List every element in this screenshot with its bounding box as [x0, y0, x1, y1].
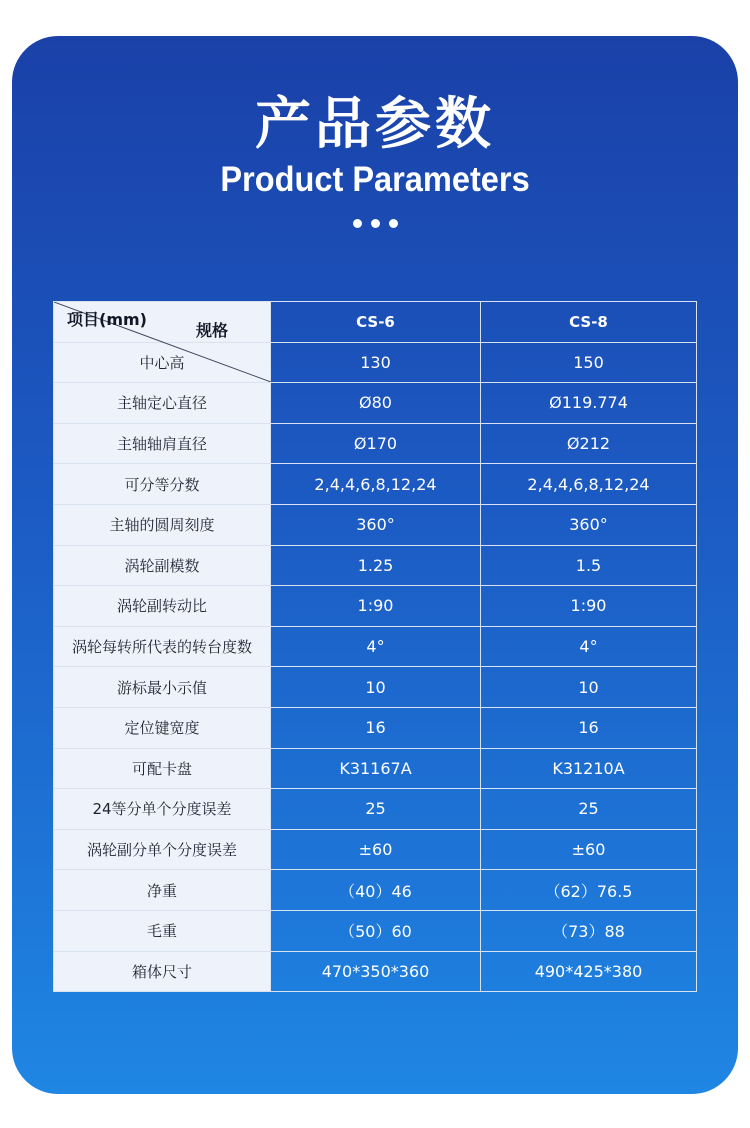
- value-cs8: 25: [481, 789, 697, 830]
- item-header-label: 项目(mm): [67, 309, 147, 329]
- value-cs6: 470*350*360: [271, 951, 481, 992]
- value-cs6: 4°: [271, 626, 481, 667]
- value-cs6: （40）46: [271, 870, 481, 911]
- table-row: [54, 383, 697, 424]
- table-header-row: [54, 302, 697, 343]
- value-cs8: Ø212: [481, 423, 697, 464]
- row-label: 主轴的圆周刻度: [54, 504, 271, 545]
- value-cs8: 490*425*380: [481, 951, 697, 992]
- page-title-en: Product Parameters: [220, 160, 530, 199]
- row-label: 涡轮副分单个分度误差: [54, 829, 271, 870]
- table-row: [54, 423, 697, 464]
- table-row: [54, 464, 697, 505]
- decorative-dots: [0, 219, 750, 228]
- value-cs6: 16: [271, 707, 481, 748]
- value-cs6: Ø80: [271, 383, 481, 424]
- table-row: [54, 667, 697, 708]
- model-header-cs8: CS-8: [481, 302, 697, 343]
- value-cs8: （73）88: [481, 910, 697, 951]
- table-row: [54, 870, 697, 911]
- value-cs8: 1:90: [481, 586, 697, 627]
- row-label: 主轴定心直径: [54, 383, 271, 424]
- dot-icon: [389, 219, 398, 228]
- row-label: 涡轮副转动比: [54, 586, 271, 627]
- parameters-table: [53, 301, 697, 992]
- value-cs6: ±60: [271, 829, 481, 870]
- value-cs6: K31167A: [271, 748, 481, 789]
- value-cs8: 150: [481, 342, 697, 383]
- page-title-cn: 产品参数: [255, 92, 495, 157]
- value-cs8: （62）76.5: [481, 870, 697, 911]
- table-row: [54, 504, 697, 545]
- row-label: 毛重: [54, 910, 271, 951]
- row-label: 可分等分数: [54, 464, 271, 505]
- value-cs6: 2,4,4,6,8,12,24: [271, 464, 481, 505]
- table-row: [54, 910, 697, 951]
- value-cs6: 1.25: [271, 545, 481, 586]
- row-label: 24等分单个分度误差: [54, 789, 271, 830]
- row-label: 中心高: [54, 342, 271, 383]
- value-cs6: 25: [271, 789, 481, 830]
- table-row: [54, 789, 697, 830]
- row-label: 游标最小示值: [54, 667, 271, 708]
- value-cs6: 360°: [271, 504, 481, 545]
- value-cs8: ±60: [481, 829, 697, 870]
- value-cs6: （50）60: [271, 910, 481, 951]
- value-cs6: 1:90: [271, 586, 481, 627]
- value-cs8: 4°: [481, 626, 697, 667]
- row-label: 净重: [54, 870, 271, 911]
- table-row: [54, 748, 697, 789]
- row-label: 定位键宽度: [54, 707, 271, 748]
- model-header-cs6: CS-6: [271, 302, 481, 343]
- row-label: 可配卡盘: [54, 748, 271, 789]
- row-label: 箱体尺寸: [54, 951, 271, 992]
- table-row: [54, 586, 697, 627]
- value-cs8: 16: [481, 707, 697, 748]
- value-cs8: Ø119.774: [481, 383, 697, 424]
- header-corner-cell: [54, 302, 271, 343]
- value-cs8: 10: [481, 667, 697, 708]
- table-row: [54, 545, 697, 586]
- table-row: [54, 626, 697, 667]
- spec-header-label: 规格: [195, 321, 228, 340]
- table-row: [54, 707, 697, 748]
- row-label: 涡轮副模数: [54, 545, 271, 586]
- value-cs8: 360°: [481, 504, 697, 545]
- table-row: [54, 829, 697, 870]
- value-cs8: 2,4,4,6,8,12,24: [481, 464, 697, 505]
- dot-icon: [353, 219, 362, 228]
- dot-icon: [371, 219, 380, 228]
- value-cs8: K31210A: [481, 748, 697, 789]
- row-label: 涡轮每转所代表的转台度数: [54, 626, 271, 667]
- row-label: 主轴轴肩直径: [54, 423, 271, 464]
- value-cs6: 10: [271, 667, 481, 708]
- table-row: [54, 951, 697, 992]
- value-cs6: 130: [271, 342, 481, 383]
- value-cs8: 1.5: [481, 545, 697, 586]
- value-cs6: Ø170: [271, 423, 481, 464]
